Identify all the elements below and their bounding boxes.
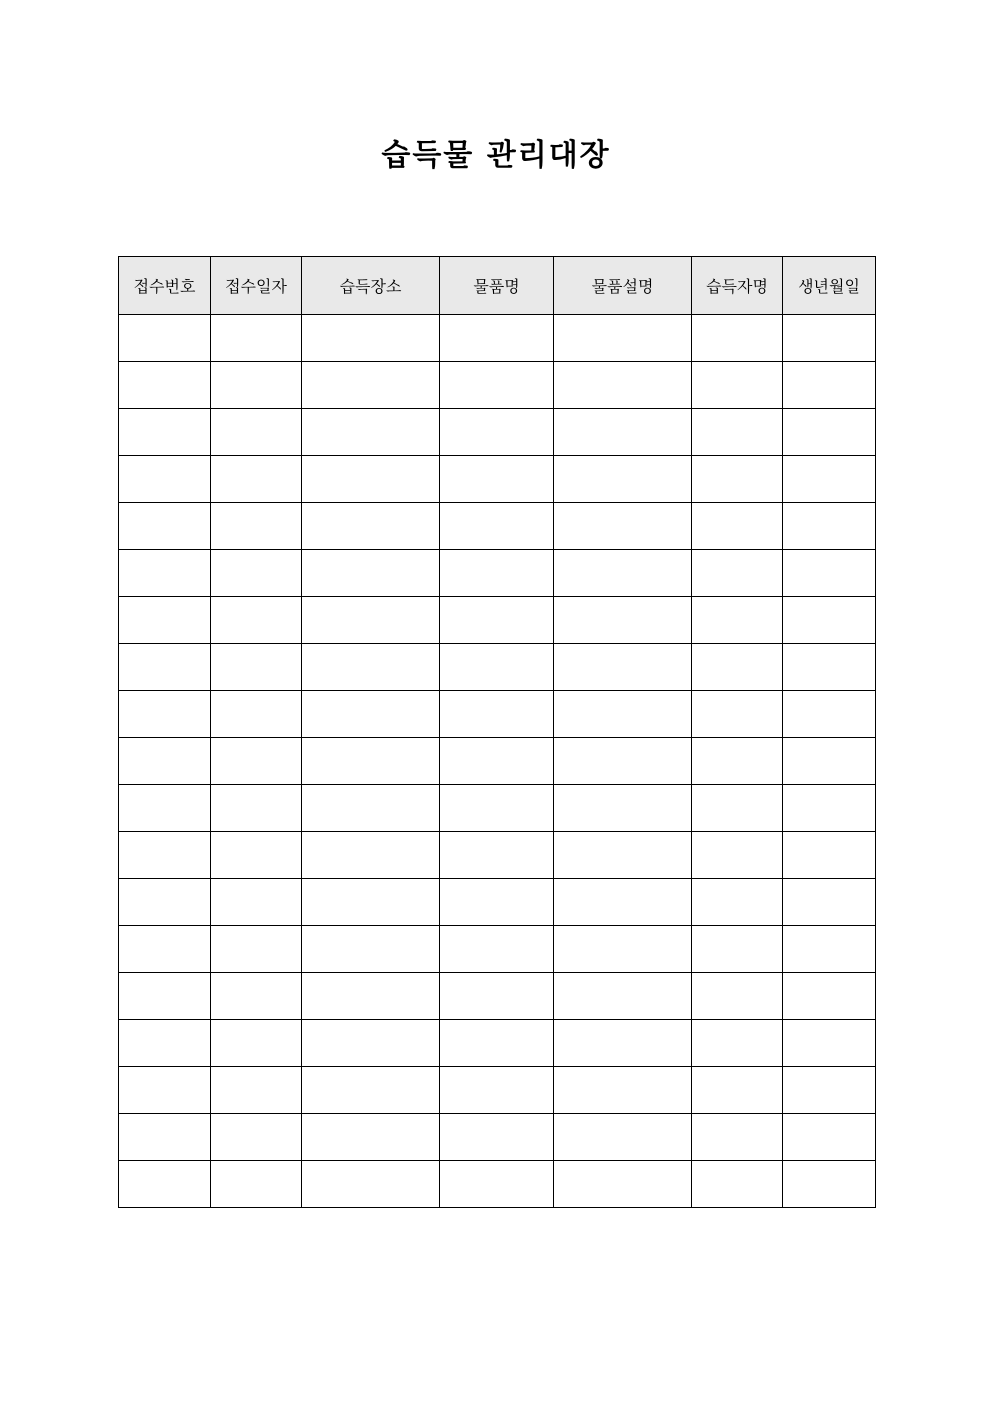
cell-birth-date[interactable] [783, 550, 876, 597]
cell-finder-name[interactable] [692, 362, 783, 409]
cell-found-location[interactable] [302, 550, 440, 597]
cell-item-description[interactable] [554, 409, 692, 456]
cell-found-location[interactable] [302, 597, 440, 644]
cell-finder-name[interactable] [692, 785, 783, 832]
cell-item-name[interactable] [440, 1067, 554, 1114]
table-row [119, 503, 876, 550]
cell-birth-date[interactable] [783, 785, 876, 832]
cell-receipt-date[interactable] [211, 362, 302, 409]
cell-item-name[interactable] [440, 362, 554, 409]
cell-receipt-number[interactable] [119, 1067, 211, 1114]
cell-item-description[interactable] [554, 1114, 692, 1161]
cell-finder-name[interactable] [692, 456, 783, 503]
cell-receipt-date[interactable] [211, 1067, 302, 1114]
cell-item-description[interactable] [554, 1161, 692, 1208]
cell-found-location[interactable] [302, 691, 440, 738]
cell-birth-date[interactable] [783, 738, 876, 785]
table-row [119, 691, 876, 738]
table-row [119, 1020, 876, 1067]
column-header-receipt-number: 접수번호 [119, 257, 211, 315]
cell-receipt-date[interactable] [211, 926, 302, 973]
table-row [119, 1067, 876, 1114]
cell-item-description[interactable] [554, 691, 692, 738]
cell-receipt-number[interactable] [119, 315, 211, 362]
cell-found-location[interactable] [302, 456, 440, 503]
table-row [119, 315, 876, 362]
cell-receipt-date[interactable] [211, 456, 302, 503]
table-row [119, 926, 876, 973]
cell-found-location[interactable] [302, 926, 440, 973]
cell-receipt-number[interactable] [119, 832, 211, 879]
cell-receipt-date[interactable] [211, 1161, 302, 1208]
cell-birth-date[interactable] [783, 456, 876, 503]
cell-item-name[interactable] [440, 1114, 554, 1161]
cell-receipt-date[interactable] [211, 315, 302, 362]
cell-found-location[interactable] [302, 503, 440, 550]
table-row [119, 738, 876, 785]
cell-finder-name[interactable] [692, 691, 783, 738]
cell-found-location[interactable] [302, 1161, 440, 1208]
table-row [119, 644, 876, 691]
cell-finder-name[interactable] [692, 550, 783, 597]
cell-receipt-date[interactable] [211, 503, 302, 550]
cell-receipt-date[interactable] [211, 550, 302, 597]
cell-receipt-number[interactable] [119, 973, 211, 1020]
cell-item-name[interactable] [440, 409, 554, 456]
cell-found-location[interactable] [302, 738, 440, 785]
cell-birth-date[interactable] [783, 503, 876, 550]
table-body [119, 315, 876, 1208]
cell-item-description[interactable] [554, 550, 692, 597]
cell-finder-name[interactable] [692, 1067, 783, 1114]
cell-item-name[interactable] [440, 1161, 554, 1208]
cell-finder-name[interactable] [692, 926, 783, 973]
cell-item-description[interactable] [554, 597, 692, 644]
cell-item-name[interactable] [440, 644, 554, 691]
cell-finder-name[interactable] [692, 738, 783, 785]
cell-found-location[interactable] [302, 1114, 440, 1161]
cell-birth-date[interactable] [783, 644, 876, 691]
cell-item-description[interactable] [554, 832, 692, 879]
cell-item-description[interactable] [554, 926, 692, 973]
cell-item-name[interactable] [440, 550, 554, 597]
cell-item-description[interactable] [554, 315, 692, 362]
cell-item-description[interactable] [554, 644, 692, 691]
cell-receipt-number[interactable] [119, 1020, 211, 1067]
table-row [119, 973, 876, 1020]
cell-birth-date[interactable] [783, 315, 876, 362]
cell-receipt-number[interactable] [119, 456, 211, 503]
cell-receipt-date[interactable] [211, 691, 302, 738]
cell-receipt-date[interactable] [211, 738, 302, 785]
cell-found-location[interactable] [302, 973, 440, 1020]
cell-finder-name[interactable] [692, 1161, 783, 1208]
cell-receipt-number[interactable] [119, 926, 211, 973]
cell-item-description[interactable] [554, 1067, 692, 1114]
cell-finder-name[interactable] [692, 315, 783, 362]
cell-receipt-date[interactable] [211, 832, 302, 879]
cell-item-name[interactable] [440, 456, 554, 503]
column-header-found-location: 습득장소 [302, 257, 440, 315]
cell-birth-date[interactable] [783, 926, 876, 973]
cell-item-description[interactable] [554, 1020, 692, 1067]
cell-item-description[interactable] [554, 456, 692, 503]
cell-finder-name[interactable] [692, 644, 783, 691]
column-header-receipt-date: 접수일자 [211, 257, 302, 315]
cell-receipt-number[interactable] [119, 785, 211, 832]
cell-receipt-number[interactable] [119, 550, 211, 597]
cell-receipt-number[interactable] [119, 1114, 211, 1161]
cell-item-name[interactable] [440, 973, 554, 1020]
cell-finder-name[interactable] [692, 832, 783, 879]
cell-receipt-number[interactable] [119, 879, 211, 926]
lost-item-ledger-table [118, 256, 876, 1208]
table-row [119, 456, 876, 503]
table-row [119, 879, 876, 926]
table-row [119, 785, 876, 832]
column-header-item-name: 물품명 [440, 257, 554, 315]
cell-birth-date[interactable] [783, 1114, 876, 1161]
cell-item-name[interactable] [440, 597, 554, 644]
cell-item-name[interactable] [440, 832, 554, 879]
cell-found-location[interactable] [302, 409, 440, 456]
cell-item-name[interactable] [440, 785, 554, 832]
cell-receipt-date[interactable] [211, 1020, 302, 1067]
cell-birth-date[interactable] [783, 691, 876, 738]
cell-receipt-number[interactable] [119, 409, 211, 456]
table-header-row [119, 257, 876, 315]
cell-receipt-date[interactable] [211, 597, 302, 644]
table-row [119, 1161, 876, 1208]
cell-item-name[interactable] [440, 503, 554, 550]
cell-found-location[interactable] [302, 1067, 440, 1114]
cell-receipt-date[interactable] [211, 409, 302, 456]
cell-item-description[interactable] [554, 973, 692, 1020]
cell-birth-date[interactable] [783, 409, 876, 456]
cell-finder-name[interactable] [692, 1114, 783, 1161]
cell-item-description[interactable] [554, 503, 692, 550]
cell-birth-date[interactable] [783, 362, 876, 409]
cell-item-description[interactable] [554, 738, 692, 785]
cell-birth-date[interactable] [783, 1020, 876, 1067]
cell-receipt-number[interactable] [119, 644, 211, 691]
cell-birth-date[interactable] [783, 597, 876, 644]
cell-birth-date[interactable] [783, 1161, 876, 1208]
cell-found-location[interactable] [302, 879, 440, 926]
cell-finder-name[interactable] [692, 503, 783, 550]
column-header-finder-name: 습득자명 [692, 257, 783, 315]
table-row [119, 1114, 876, 1161]
cell-found-location[interactable] [302, 1020, 440, 1067]
cell-item-name[interactable] [440, 315, 554, 362]
cell-receipt-date[interactable] [211, 879, 302, 926]
cell-receipt-date[interactable] [211, 644, 302, 691]
cell-item-name[interactable] [440, 738, 554, 785]
table-row [119, 409, 876, 456]
cell-finder-name[interactable] [692, 879, 783, 926]
cell-receipt-number[interactable] [119, 1161, 211, 1208]
cell-birth-date[interactable] [783, 832, 876, 879]
cell-receipt-number[interactable] [119, 597, 211, 644]
cell-receipt-date[interactable] [211, 1114, 302, 1161]
cell-found-location[interactable] [302, 644, 440, 691]
cell-item-name[interactable] [440, 691, 554, 738]
cell-found-location[interactable] [302, 362, 440, 409]
cell-receipt-number[interactable] [119, 503, 211, 550]
cell-found-location[interactable] [302, 785, 440, 832]
cell-receipt-date[interactable] [211, 785, 302, 832]
cell-item-name[interactable] [440, 879, 554, 926]
cell-finder-name[interactable] [692, 1020, 783, 1067]
cell-finder-name[interactable] [692, 597, 783, 644]
cell-item-name[interactable] [440, 1020, 554, 1067]
cell-item-description[interactable] [554, 362, 692, 409]
cell-item-description[interactable] [554, 785, 692, 832]
cell-receipt-date[interactable] [211, 973, 302, 1020]
table-row [119, 362, 876, 409]
cell-receipt-number[interactable] [119, 691, 211, 738]
cell-birth-date[interactable] [783, 879, 876, 926]
cell-found-location[interactable] [302, 832, 440, 879]
cell-birth-date[interactable] [783, 973, 876, 1020]
page-title: 습득물 관리대장 [381, 138, 611, 173]
cell-found-location[interactable] [302, 315, 440, 362]
cell-birth-date[interactable] [783, 1067, 876, 1114]
cell-finder-name[interactable] [692, 409, 783, 456]
table-row [119, 597, 876, 644]
cell-receipt-number[interactable] [119, 738, 211, 785]
cell-finder-name[interactable] [692, 973, 783, 1020]
cell-receipt-number[interactable] [119, 362, 211, 409]
cell-item-description[interactable] [554, 879, 692, 926]
column-header-item-description: 물품설명 [554, 257, 692, 315]
table-row [119, 550, 876, 597]
column-header-birth-date: 생년월일 [783, 257, 876, 315]
table-row [119, 832, 876, 879]
cell-item-name[interactable] [440, 926, 554, 973]
